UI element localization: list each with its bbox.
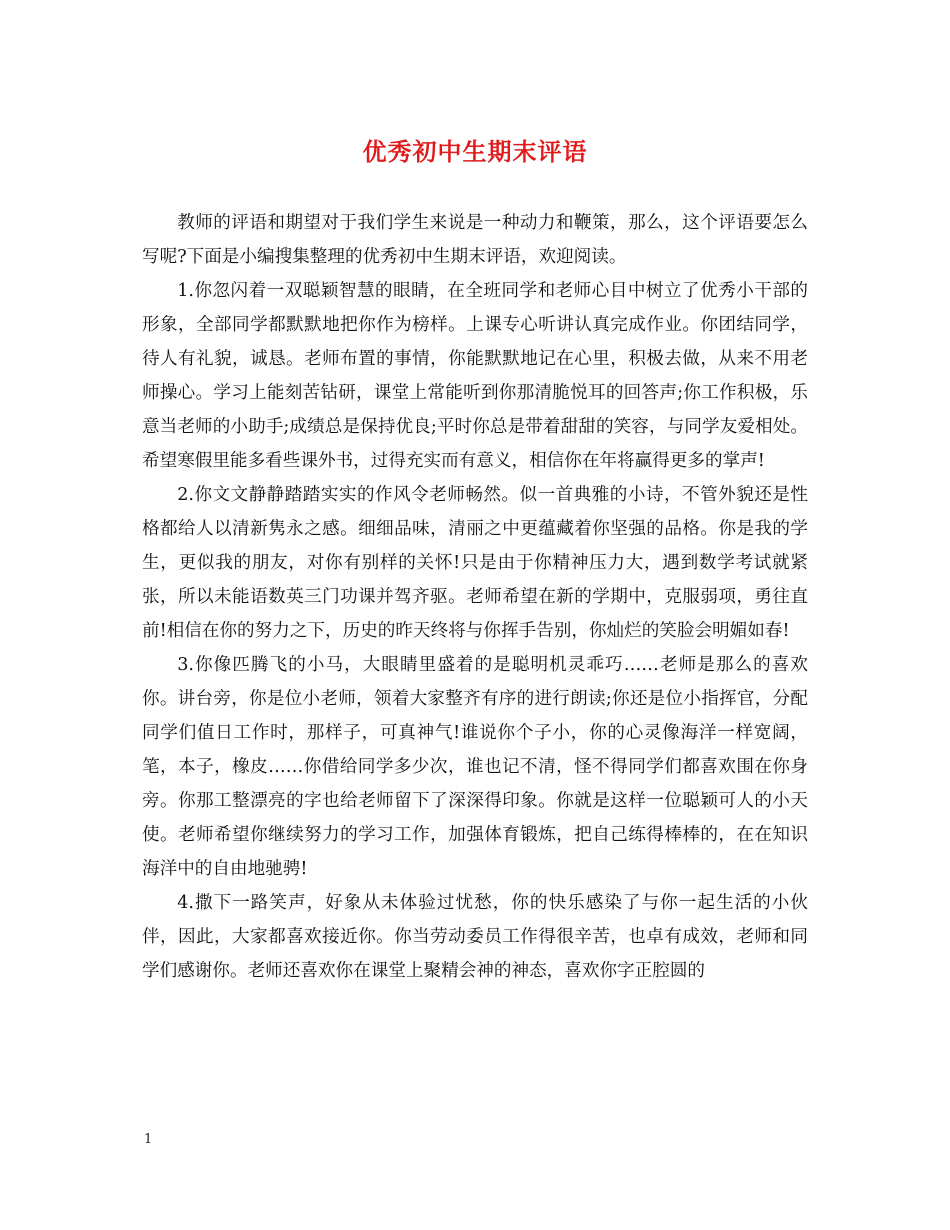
- comment-paragraph-4: 4.撒下一路笑声，好象从未体验过忧愁，你的快乐感染了与你一起生活的小伙伴，因此，大家都喜欢接近你。你当劳动委员工作得很辛苦，也卓有成效，老师和同学们感谢你。老师还喜欢你在课堂上聚精会神的神态，喜欢你字正腔圆的: [142, 893, 808, 981]
- comment-paragraph-3: 3.你像匹腾飞的小马，大眼睛里盛着的是聪明机灵乖巧……老师是那么的喜欢你。讲台旁，你是位小老师，领着大家整齐有序的进行朗读;你还是位小指挥官，分配同学们值日工作时，那样子，可真神气!谁说你个子小，你的心灵像海洋一样宽阔，笔，本子，橡皮……你借给同学多少次，谁也记不清，怪不得同学们都喜欢围在你身旁。你那工整漂亮的字也给老师留下了深深得印象。你就是这样一位聪颖可人的小天使。老师希望你继续努力的学习工作，加强体育锻炼，把自己练得棒棒的，在在知识海洋中的自由地驰骋!: [142, 655, 808, 879]
- page-number: 1: [144, 1132, 153, 1147]
- comment-paragraph-2: 2.你文文静静踏踏实实的作风令老师畅然。似一首典雅的小诗，不管外貌还是性格都给人以清新隽永之感。细细品味，清丽之中更蕴藏着你坚强的品格。你是我的学生，更似我的朋友，对你有别样的关怀!只是由于你精神压力大，遇到数学考试就紧张，所以未能语数英三门功课并驾齐驱。老师希望在新的学期中，克服弱项，勇往直前!相信在你的努力之下，历史的昨天终将与你挥手告别，你灿烂的笑脸会明媚如春!: [142, 485, 808, 641]
- comment-paragraph-1: 1.你忽闪着一双聪颖智慧的眼睛，在全班同学和老师心目中树立了优秀小干部的形象，全部同学都默默地把你作为榜样。上课专心听讲认真完成作业。你团结同学，待人有礼貌，诚恳。老师布置的事情，你能默默地记在心里，积极去做，从来不用老师操心。学习上能刻苦钻研，课堂上常能听到你那清脆悦耳的回答声;你工作积极，乐意当老师的小助手;成绩总是保持优良;平时你总是带着甜甜的笑容，与同学友爱相处。希望寒假里能多看些课外书，过得充实而有意义，相信你在年将赢得更多的掌声!: [142, 281, 808, 471]
- intro-paragraph: 教师的评语和期望对于我们学生来说是一种动力和鞭策，那么，这个评语要怎么写呢?下面是小编搜集整理的优秀初中生期末评语，欢迎阅读。: [142, 213, 808, 267]
- document-body: [142, 206, 808, 988]
- document-title: 优秀初中生期末评语: [362, 137, 588, 166]
